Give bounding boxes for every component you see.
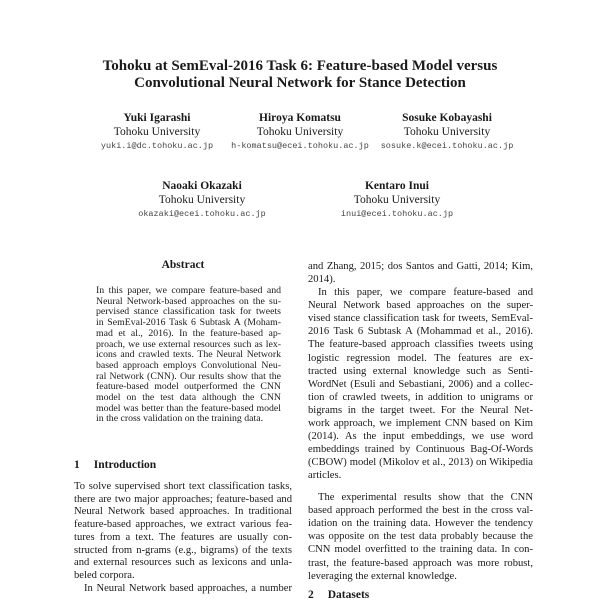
text-line: The experimental results show that the CNN (318, 492, 533, 503)
paper-title-line-1: Tohoku at SemEval-2016 Task 6: Feature-based Model versus (102, 58, 498, 74)
text-line: CNN model overfitted to the training data. In con- (308, 544, 533, 556)
author-email[interactable]: yuki.i@dc.tohoku.ac.jp (100, 141, 214, 151)
text-line: Neural Network based approaches. In traditional (74, 506, 292, 518)
text-line: In Neural Network based approaches, a number (84, 582, 292, 594)
abstract-heading: Abstract (161, 259, 205, 271)
text-line: and Zhang, 2015; dos Santos and Gatti, 2014; Kim, (308, 261, 533, 272)
section-number: 2 (308, 589, 314, 601)
text-line: icons and crawled texts. The Neural Network (96, 349, 281, 361)
text-line: vised stance classification task for tweets, SemEval- (308, 313, 533, 325)
text-line: 2016 Task 6 Subtask A (Mohammad et al., 2016). (308, 326, 533, 338)
text-line: The feature-based approach classifies tweets using (308, 339, 533, 351)
text-line: WordNet (Esuli and Sebastiani, 2006) and a collec- (308, 378, 533, 390)
author-email[interactable]: h-komatsu@ecei.tohoku.ac.jp (231, 141, 369, 151)
section-number: 1 (74, 459, 80, 471)
text-line: pervised stance classification task for tweets (96, 306, 281, 318)
text-line: model was better than the feature-based model (96, 402, 281, 414)
text-line: feature-based model outperformed the CNN (96, 381, 281, 393)
author-affiliation: Tohoku University (158, 194, 246, 206)
author-affiliation: Tohoku University (256, 126, 344, 138)
author-name: Yuki Igarashi (123, 112, 191, 124)
author-block (107, 179, 297, 221)
author-name: Hiroya Komatsu (259, 112, 341, 124)
text-line: Neural Network-based approaches on the su- (96, 295, 281, 307)
author-name: Sosuke Kobayashi (402, 112, 492, 124)
text-line: and external resources such as lexicons and unla- (74, 557, 292, 569)
text-line: (2014). As the input embeddings, we use word (308, 431, 533, 443)
text-line: 2014). (308, 274, 336, 286)
text-line: mad et al., 2016). In the feature-based ap- (96, 327, 281, 339)
text-line: bigrams in the target tweet. For the Neural Net- (308, 404, 533, 416)
author-affiliation: Tohoku University (353, 194, 441, 206)
text-line: structed from n-grams (e.g., bigrams) of the texts (74, 544, 292, 556)
text-line: embeddings trained by Continuous Bag-Of-Words (308, 444, 533, 456)
text-line: In this paper, we compare feature-based and (318, 287, 533, 298)
author-name: Kentaro Inui (364, 180, 429, 192)
paper-title-line-2: Convolutional Neural Network for Stance Detection (134, 75, 466, 91)
text-line: leveraging the external knowledge. (308, 570, 457, 582)
text-line: (CBOW) model (Mikolov et al., 2013) on Wikipedia (308, 457, 533, 469)
text-line: idation on the training data. However the tendency (308, 518, 533, 530)
text-line: based approach employs Convolutional Neu- (96, 359, 281, 371)
text-line: ral Network (CNN). Our results show that the (96, 370, 281, 382)
text-line: articles. (308, 470, 342, 482)
author-name: Naoaki Okazaki (162, 180, 242, 192)
text-line: was opposite on the test data probably because the (308, 531, 533, 543)
section-heading-introduction (74, 459, 156, 471)
text-line: trast, the feature-based approach was more robust, (308, 557, 533, 569)
text-line: proach, we use external resources such as lex- (96, 338, 281, 350)
text-line: model on the test data although the CNN (96, 392, 281, 403)
author-block (352, 111, 542, 153)
text-line: In this paper, we compare feature-based and (96, 285, 281, 296)
text-line: tracted using external knowledge such as Senti- (308, 365, 533, 377)
author-email[interactable]: inui@ecei.tohoku.ac.jp (340, 209, 454, 219)
text-line: in SemEval-2016 Task 6 Subtask A (Moham- (96, 317, 281, 329)
author-email[interactable]: sosuke.k@ecei.tohoku.ac.jp (380, 141, 514, 151)
text-line: based approach performed the best in the cross val- (308, 505, 533, 517)
text-line: tion of crawled tweets, in addition to unigrams or (308, 391, 533, 403)
section-heading-datasets (308, 589, 369, 601)
section-title: Introduction (93, 459, 157, 471)
text-line: beled corpora. (74, 569, 135, 581)
text-line: there are two major approaches; feature-based and (74, 493, 292, 505)
text-line: tures from a text. The features are usually con- (74, 531, 292, 543)
text-line: in the cross validation on the training data. (96, 413, 264, 425)
text-line: To solve supervised short text classification tasks, (74, 481, 292, 492)
author-block (302, 179, 492, 221)
text-line: logistic regression model. The features are ex- (308, 352, 533, 364)
text-line: Neural Network based approaches on the super- (308, 300, 533, 312)
text-line: work approach, we implement CNN based on Kim (308, 418, 533, 429)
section-title: Datasets (327, 589, 370, 601)
text-line: feature-based approaches, we extract various fea- (74, 519, 292, 531)
author-affiliation: Tohoku University (113, 126, 201, 138)
author-email[interactable]: okazaki@ecei.tohoku.ac.jp (138, 209, 266, 219)
author-affiliation: Tohoku University (403, 126, 491, 138)
